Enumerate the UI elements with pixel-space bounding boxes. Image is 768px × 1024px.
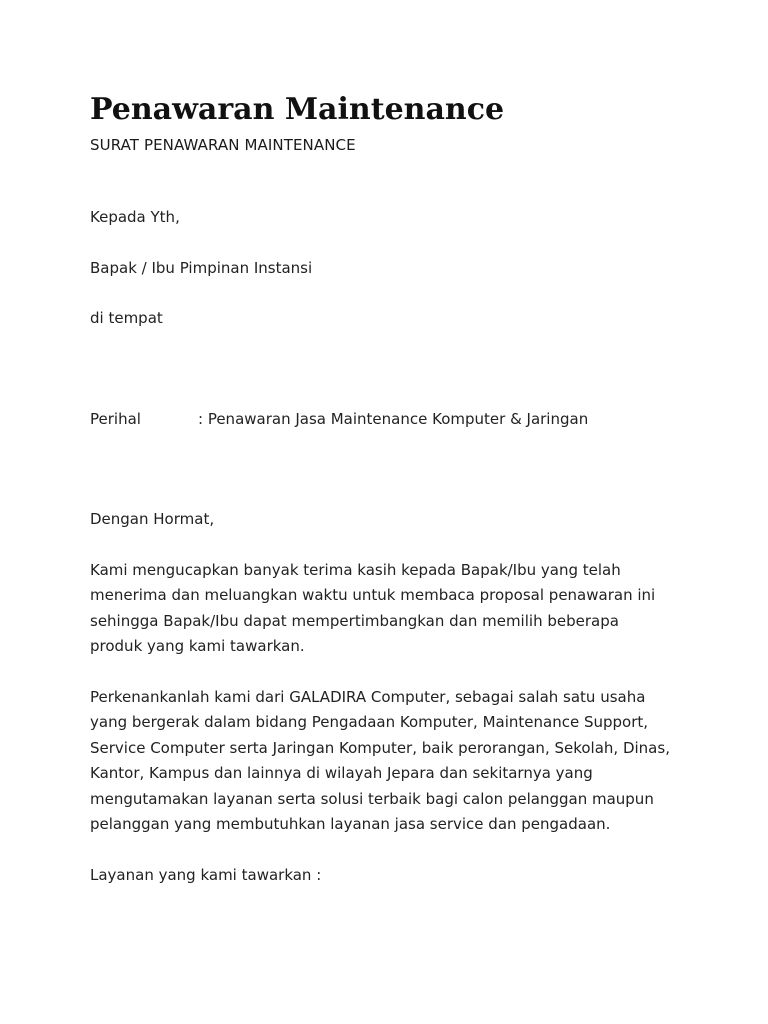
document-subtitle: SURAT PENAWARAN MAINTENANCE xyxy=(90,136,356,154)
paragraph-thanks xyxy=(90,558,730,660)
subject-line xyxy=(90,407,730,433)
subject-label: Perihal xyxy=(90,409,141,428)
paragraph-line: mengutamakan layanan serta solusi terbaik bagi calon pelanggan maupun xyxy=(90,789,654,808)
recipient-location: di tempat xyxy=(90,309,163,327)
paragraph-line: Kami mengucapkan banyak terima kasih kepada Bapak/Ibu yang telah xyxy=(90,560,621,579)
subject-value: : Penawaran Jasa Maintenance Komputer & Jaringan xyxy=(198,409,589,428)
paragraph-line: Service Computer serta Jaringan Komputer, baik perorangan, Sekolah, Dinas, xyxy=(90,738,670,757)
paragraph-line: Kantor, Kampus dan lainnya di wilayah Jepara dan sekitarnya yang xyxy=(90,764,593,782)
greeting: Dengan Hormat, xyxy=(90,510,215,528)
services-intro: Layanan yang kami tawarkan : xyxy=(90,865,322,884)
paragraph-line: sehingga Bapak/Ibu dapat mempertimbangkan dan memilih beberapa xyxy=(90,611,619,630)
recipient-addressee: Bapak / Ibu Pimpinan Instansi xyxy=(90,258,313,277)
paragraph-line: pelanggan yang membutuhkan layanan jasa service dan pengadaan. xyxy=(90,815,611,833)
document-title: Penawaran Maintenance xyxy=(90,92,505,127)
document-page xyxy=(90,92,730,888)
paragraph-introduction xyxy=(90,685,730,838)
recipient-salutation: Kepada Yth, xyxy=(90,208,180,226)
paragraph-line: Perkenankanlah kami dari GALADIRA Computer, sebagai salah satu usaha xyxy=(90,687,646,706)
paragraph-line: menerima dan meluangkan waktu untuk membaca proposal penawaran ini xyxy=(90,586,656,604)
paragraph-line: yang bergerak dalam bidang Pengadaan Komputer, Maintenance Support, xyxy=(90,713,649,731)
paragraph-line: produk yang kami tawarkan. xyxy=(90,637,305,655)
